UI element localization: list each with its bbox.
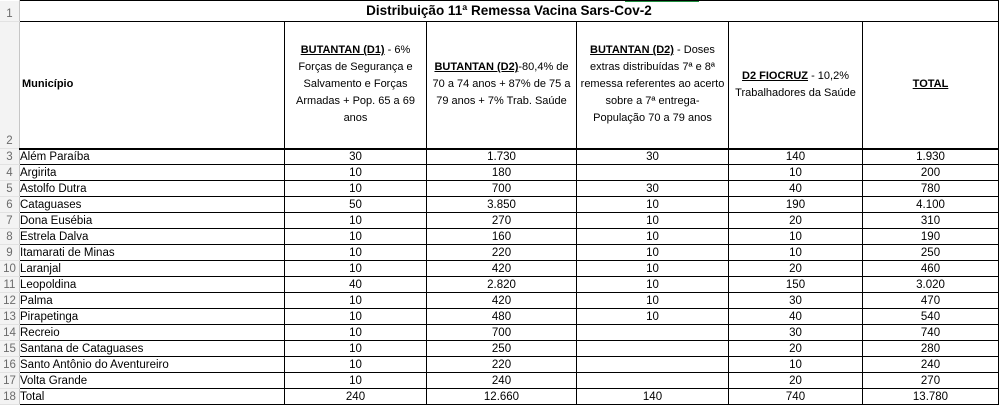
table-row: [0, 293, 999, 309]
cell-d1[interactable]: 30: [285, 149, 427, 165]
cell-total[interactable]: 780: [863, 181, 999, 197]
row-header[interactable]: 7: [0, 213, 20, 229]
cell-total[interactable]: 13.780: [863, 389, 999, 405]
sheet-title[interactable]: Distribuição 11ª Remessa Vacina Sars-Cov-2: [20, 1, 999, 22]
cell-municipio[interactable]: Astolfo Dutra: [20, 181, 285, 197]
table-row: [0, 373, 999, 389]
cell-d1[interactable]: 10: [285, 373, 427, 389]
table-row: [0, 229, 999, 245]
cell-extra[interactable]: 10: [577, 197, 729, 213]
cell-municipio[interactable]: Dona Eusébia: [20, 213, 285, 229]
header-butantan-d2-extra[interactable]: [577, 22, 729, 149]
cell-extra[interactable]: 10: [577, 309, 729, 325]
cell-d1[interactable]: 10: [285, 229, 427, 245]
cell-fiocruz[interactable]: 20: [729, 213, 863, 229]
cell-d1[interactable]: 240: [285, 389, 427, 405]
cell-extra[interactable]: 30: [577, 181, 729, 197]
cell-total[interactable]: 200: [863, 165, 999, 181]
cell-d2[interactable]: 1.730: [427, 149, 577, 165]
cell-municipio[interactable]: Leopoldina: [20, 277, 285, 293]
row-header[interactable]: 8: [0, 229, 20, 245]
cell-d2[interactable]: 220: [427, 357, 577, 373]
cell-total[interactable]: 310: [863, 213, 999, 229]
cell-d2[interactable]: 420: [427, 261, 577, 277]
cell-total[interactable]: 270: [863, 373, 999, 389]
header-label-text: -80,4% de 70 a 74 anos + 87% de 75 a 79 anos + 7% Trab. Saúde: [432, 61, 571, 108]
cell-fiocruz[interactable]: 740: [729, 389, 863, 405]
header-label-bold: TOTAL: [912, 78, 949, 91]
table-row: [0, 309, 999, 325]
row-header[interactable]: 5: [0, 181, 20, 197]
cell-extra[interactable]: [577, 357, 729, 373]
cell-d1[interactable]: 10: [285, 213, 427, 229]
cell-fiocruz[interactable]: 10: [729, 245, 863, 261]
cell-total[interactable]: 740: [863, 325, 999, 341]
cell-total[interactable]: 460: [863, 261, 999, 277]
table-row: [0, 181, 999, 197]
cell-extra[interactable]: 140: [577, 389, 729, 405]
cell-total[interactable]: 240: [863, 357, 999, 373]
cell-fiocruz[interactable]: 20: [729, 261, 863, 277]
row-header[interactable]: 4: [0, 165, 20, 181]
cell-total[interactable]: 4.100: [863, 197, 999, 213]
row-header[interactable]: 13: [0, 309, 20, 325]
table-row: [0, 165, 999, 181]
cell-extra[interactable]: 30: [577, 149, 729, 165]
header-butantan-d2[interactable]: [427, 22, 577, 149]
table-row: [0, 261, 999, 277]
cell-d1[interactable]: 10: [285, 181, 427, 197]
cell-fiocruz[interactable]: 40: [729, 181, 863, 197]
cell-d2[interactable]: 12.660: [427, 389, 577, 405]
cell-fiocruz[interactable]: 150: [729, 277, 863, 293]
cell-d2[interactable]: 700: [427, 325, 577, 341]
row-header[interactable]: 12: [0, 293, 20, 309]
table-row: [0, 357, 999, 373]
table-row: [0, 245, 999, 261]
cell-d2[interactable]: 160: [427, 229, 577, 245]
header-d2-fiocruz[interactable]: [729, 22, 863, 149]
row-header[interactable]: 3: [0, 149, 20, 165]
cell-d1[interactable]: 10: [285, 325, 427, 341]
cell-municipio[interactable]: Santana de Cataguases: [20, 341, 285, 357]
cell-extra[interactable]: [577, 373, 729, 389]
row-header[interactable]: 9: [0, 245, 20, 261]
cell-total[interactable]: 540: [863, 309, 999, 325]
table-row: [0, 325, 999, 341]
cell-total[interactable]: 190: [863, 229, 999, 245]
header-butantan-d1[interactable]: [285, 22, 427, 149]
cell-fiocruz[interactable]: 20: [729, 341, 863, 357]
totals-row: [0, 389, 999, 405]
table-row: [0, 341, 999, 357]
header-label-text: - 10,2% Trabalhadores da Saúde: [735, 69, 856, 99]
table-row: [0, 197, 999, 213]
cell-extra[interactable]: 10: [577, 245, 729, 261]
cell-municipio[interactable]: Laranjal: [20, 261, 285, 277]
header-label-bold: BUTANTAN (D1): [300, 44, 385, 57]
cell-extra[interactable]: 10: [577, 293, 729, 309]
cell-d1[interactable]: 10: [285, 165, 427, 181]
cell-extra[interactable]: [577, 325, 729, 341]
cell-d2[interactable]: 240: [427, 373, 577, 389]
header-total[interactable]: [863, 22, 999, 149]
cell-fiocruz[interactable]: 10: [729, 229, 863, 245]
cell-d1[interactable]: 50: [285, 197, 427, 213]
row-header[interactable]: 18: [0, 389, 20, 405]
row-header[interactable]: 14: [0, 325, 20, 341]
cell-d1[interactable]: 10: [285, 293, 427, 309]
cell-fiocruz[interactable]: 140: [729, 149, 863, 165]
header-label-bold: BUTANTAN (D2): [434, 61, 519, 74]
header-label-text: - Doses extras distribuídas 7ª e 8ª remessa referentes ao acerto sobre a 7ª entrega- População 70 a 79 anos: [580, 44, 725, 125]
table-row: [0, 213, 999, 229]
cell-municipio[interactable]: Cataguases: [20, 197, 285, 213]
row-header[interactable]: 6: [0, 197, 20, 213]
cell-fiocruz[interactable]: 190: [729, 197, 863, 213]
cell-d2[interactable]: 250: [427, 341, 577, 357]
cell-municipio[interactable]: Estrela Dalva: [20, 229, 285, 245]
row-header[interactable]: 15: [0, 341, 20, 357]
cell-municipio[interactable]: Santo Antônio do Aventureiro: [20, 357, 285, 373]
cell-d2[interactable]: 270: [427, 213, 577, 229]
cell-d2[interactable]: 220: [427, 245, 577, 261]
row-header[interactable]: 2: [0, 22, 20, 149]
row-header[interactable]: 1: [0, 1, 20, 22]
cell-municipio[interactable]: Itamarati de Minas: [20, 245, 285, 261]
cell-d1[interactable]: 40: [285, 277, 427, 293]
table-row: [0, 277, 999, 293]
cell-municipio[interactable]: Total: [20, 389, 285, 405]
cell-extra[interactable]: 10: [577, 277, 729, 293]
cell-d2[interactable]: 180: [427, 165, 577, 181]
row-header[interactable]: 16: [0, 357, 20, 373]
cell-municipio[interactable]: Além Paraíba: [20, 149, 285, 165]
cell-fiocruz[interactable]: 10: [729, 165, 863, 181]
cell-total[interactable]: 280: [863, 341, 999, 357]
cell-fiocruz[interactable]: 20: [729, 373, 863, 389]
cell-d1[interactable]: 10: [285, 245, 427, 261]
cell-d1[interactable]: 10: [285, 341, 427, 357]
cell-municipio[interactable]: Argirita: [20, 165, 285, 181]
cell-total[interactable]: 3.020: [863, 277, 999, 293]
header-label-bold: D2 FIOCRUZ: [742, 69, 809, 82]
cell-d1[interactable]: 10: [285, 261, 427, 277]
cell-d2[interactable]: 2.820: [427, 277, 577, 293]
cell-municipio[interactable]: Palma: [20, 293, 285, 309]
header-municipio[interactable]: Município: [20, 22, 285, 149]
cell-fiocruz[interactable]: 10: [729, 357, 863, 373]
cell-extra[interactable]: [577, 341, 729, 357]
cell-extra[interactable]: 10: [577, 213, 729, 229]
row-header[interactable]: 17: [0, 373, 20, 389]
row-header[interactable]: 11: [0, 277, 20, 293]
cell-d2[interactable]: 420: [427, 293, 577, 309]
cell-extra[interactable]: [577, 165, 729, 181]
cell-fiocruz[interactable]: 40: [729, 309, 863, 325]
cell-municipio[interactable]: Pirapetinga: [20, 309, 285, 325]
cell-municipio[interactable]: Volta Grande: [20, 373, 285, 389]
header-label-text: - 6% Forças de Segurança e Salvamento e Forças Armadas + Pop. 65 a 69 anos: [296, 44, 415, 125]
cell-d2[interactable]: 480: [427, 309, 577, 325]
cell-fiocruz[interactable]: 30: [729, 325, 863, 341]
cell-extra[interactable]: 10: [577, 229, 729, 245]
cell-extra[interactable]: 10: [577, 261, 729, 277]
cell-municipio[interactable]: Recreio: [20, 325, 285, 341]
cell-d2[interactable]: 700: [427, 181, 577, 197]
cell-d1[interactable]: 10: [285, 309, 427, 325]
cell-total[interactable]: 470: [863, 293, 999, 309]
table-row: [0, 149, 999, 165]
cell-total[interactable]: 1.930: [863, 149, 999, 165]
header-label-bold: BUTANTAN (D2): [590, 44, 674, 57]
row-header[interactable]: 10: [0, 261, 20, 277]
cell-total[interactable]: 250: [863, 245, 999, 261]
cell-d2[interactable]: 3.850: [427, 197, 577, 213]
cell-d1[interactable]: 10: [285, 357, 427, 373]
cell-fiocruz[interactable]: 30: [729, 293, 863, 309]
